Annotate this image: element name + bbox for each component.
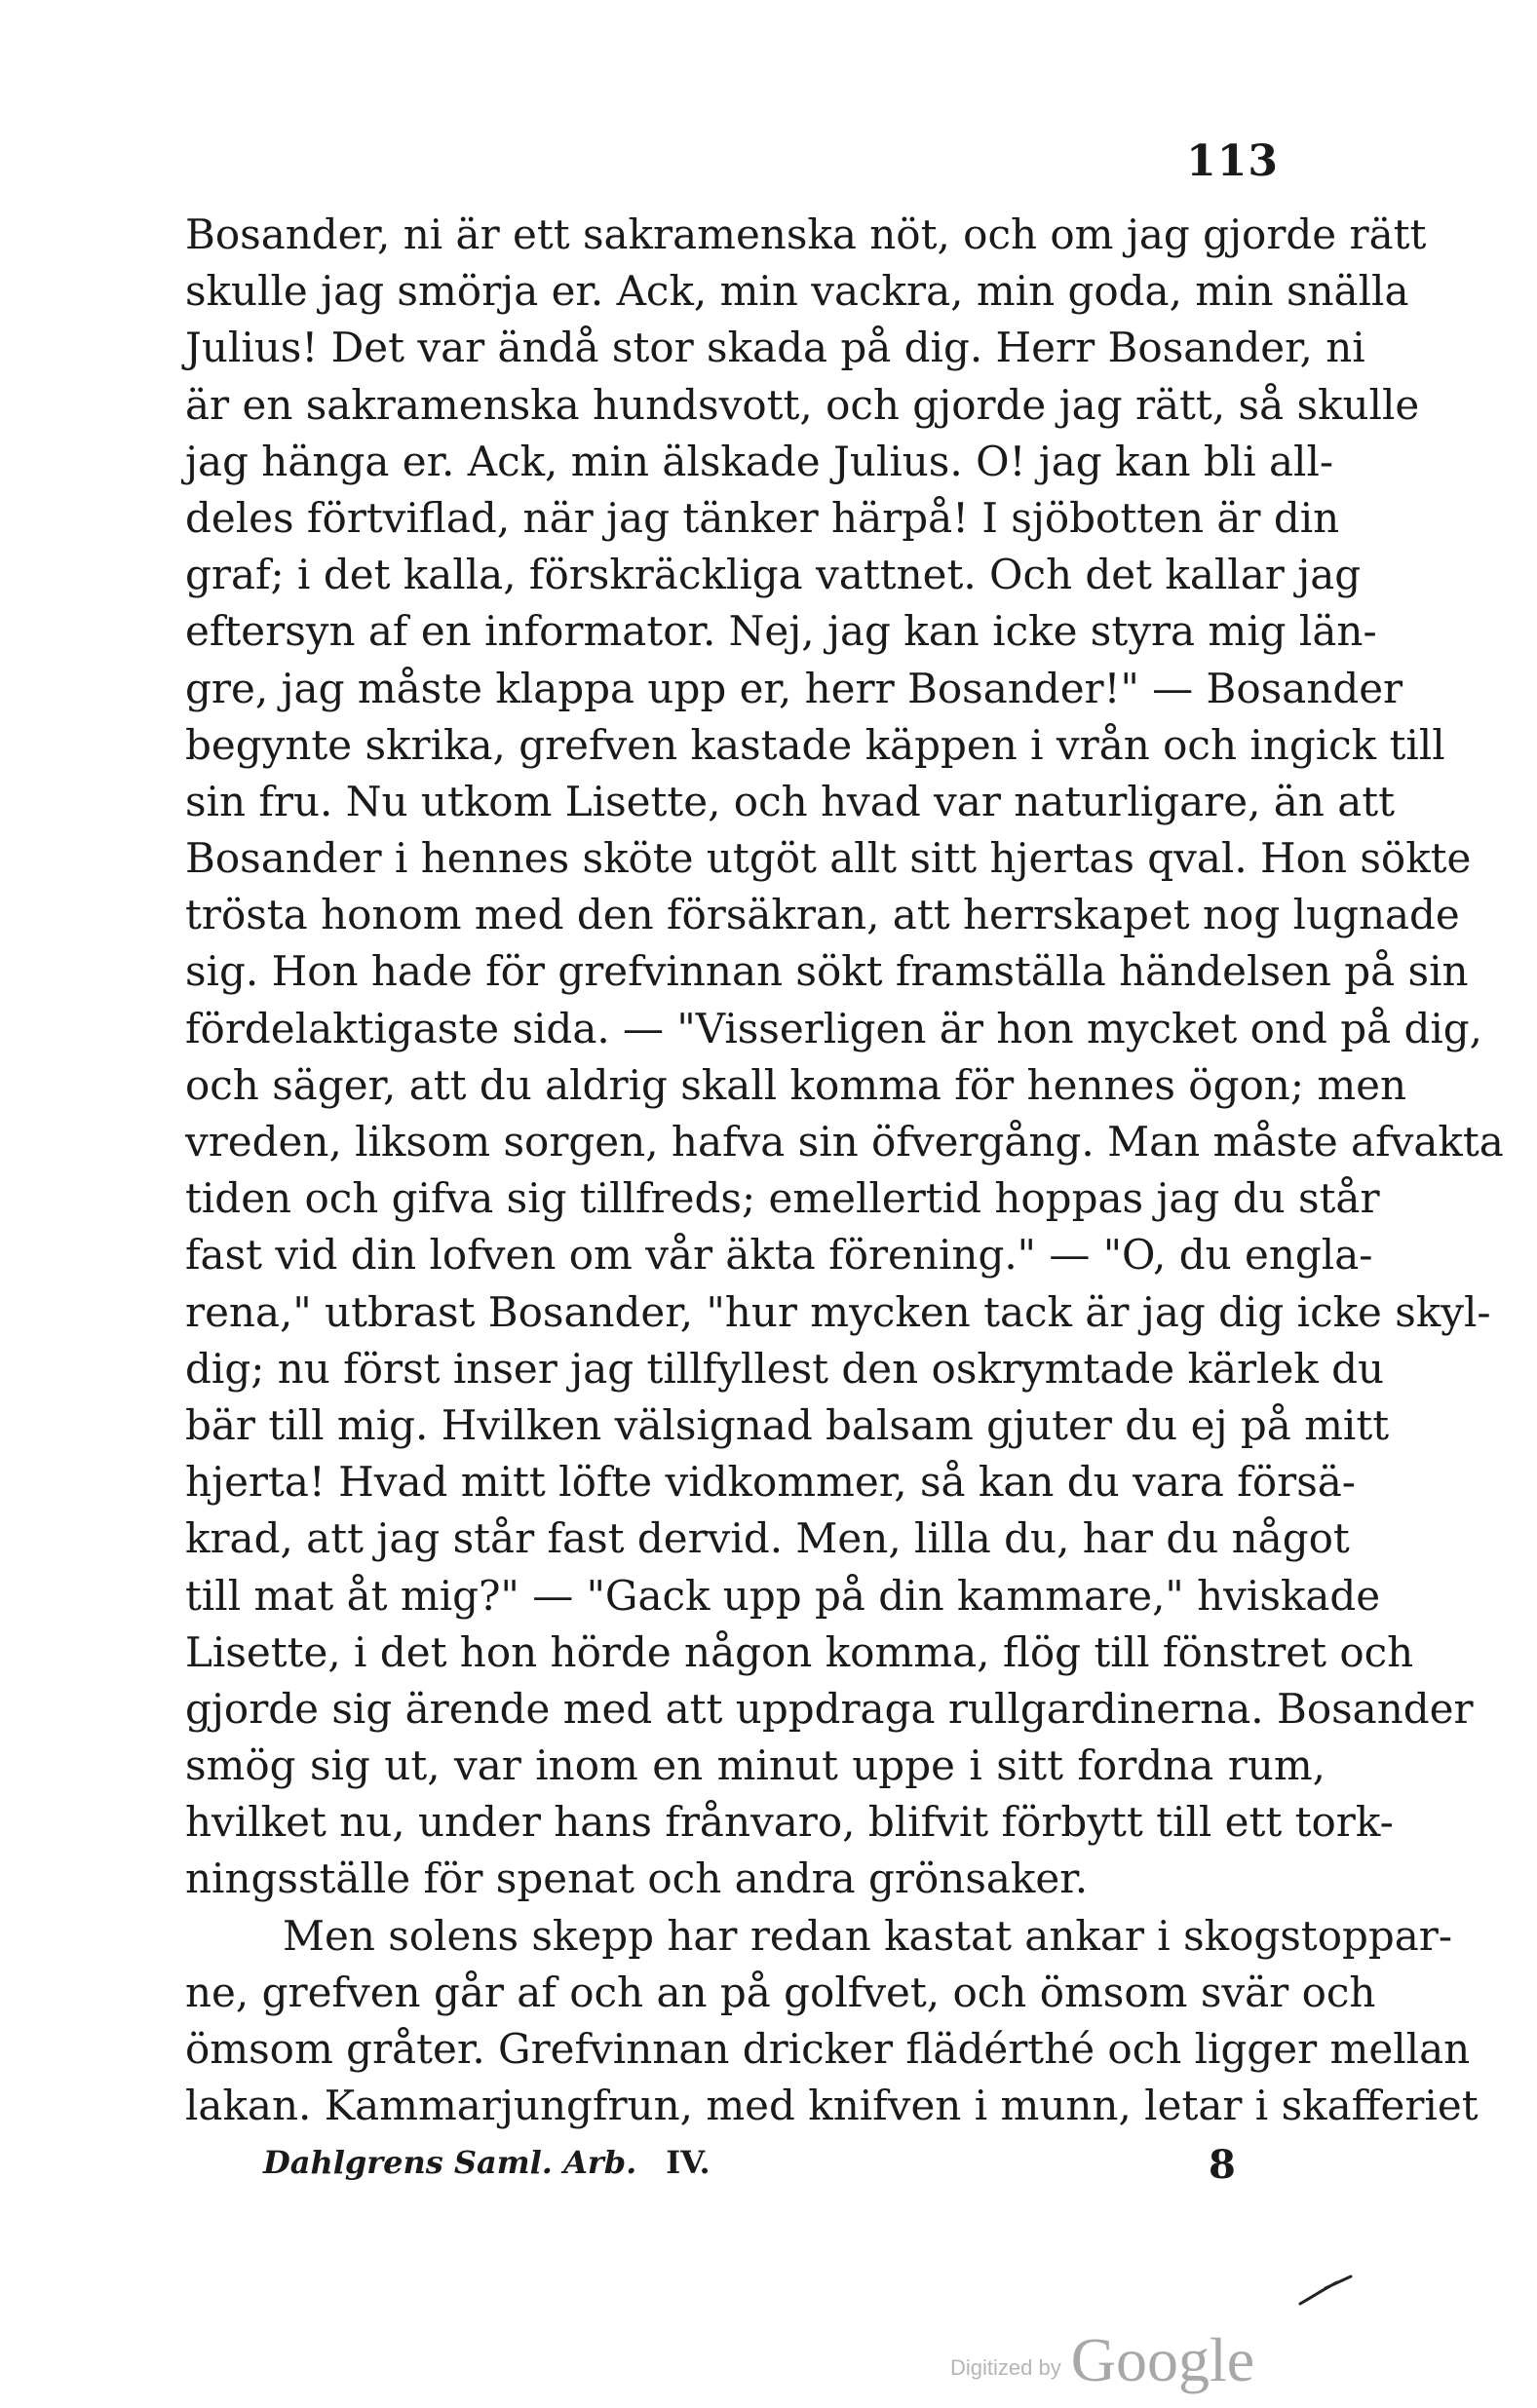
text-line: lakan. Kammarjungfrun, med knifven i munn, letar i skafferiet [185,2082,1479,2130]
text-line: ömsom gråter. Grefvinnan dricker flädérthé och ligger mellan [185,2025,1471,2073]
text-line: sig. Hon hade för grefvinnan sökt framställa händelsen på sin [185,947,1469,996]
text-line: Bosander, ni är ett sakramenska nöt, och om jag gjorde rätt [185,210,1427,258]
text-line: graf; i det kalla, förskräckliga vattnet. Och det kallar jag [185,551,1362,599]
text-line: sin fru. Nu utkom Lisette, och hvad var naturligare, än att [185,777,1396,825]
text-line: Lisette, i det hon hörde någon komma, flög till fönstret och [185,1627,1414,1676]
signature-mark [263,2144,711,2181]
text-line: Bosander i hennes sköte utgöt allt sitt hjertas qval. Hon sökte [185,834,1472,883]
text-line: deles förtviflad, när jag tänker härpå! I sjöbotten är din [185,493,1340,542]
ink-flourish-icon [1296,2271,1355,2310]
text-line: bär till mig. Hvilken välsignad balsam gjuter du ej på mitt [185,1400,1390,1449]
text-line: gre, jag måste klappa upp er, herr Bosander!" — Bosander [185,664,1403,712]
text-line: till mat åt mig?" — "Gack upp på din kammare," hviskade [185,1571,1381,1620]
text-line: smög sig ut, var inom en minut uppe i sitt fordna rum, [185,1741,1326,1790]
volume-number: IV. [666,2144,711,2181]
text-line: jag hänga er. Ack, min älskade Julius. O! jag kan bli all- [185,437,1334,485]
google-logo: Google [1070,2325,1255,2394]
text-line: Julius! Det var ändå stor skada på dig. Herr Bosander, ni [185,324,1365,372]
text-line: skulle jag smörja er. Ack, min vackra, min goda, min snälla [185,267,1409,316]
text-line: ne, grefven går af och an på golfvet, och ömsom svär och [185,1968,1376,2016]
text-line: vreden, liksom sorgen, hafva sin öfvergång. Man måste afvakta [185,1118,1504,1166]
text-line: gjorde sig ärende med att uppdraga rullgardinerna. Bosander [185,1684,1474,1733]
text-line: begynte skrika, grefven kastade käppen i vrån och ingick till [185,720,1445,769]
text-line: dig; nu först inser jag tillfyllest den oskrymtade kärlek du [185,1344,1385,1393]
text-line: fördelaktigaste sida. — "Visserligen är hon mycket ond på dig, [185,1004,1483,1052]
text-line: trösta honom med den försäkran, att herrskapet nog lugnade [185,891,1460,939]
digitized-prefix: Digitized by [950,2355,1061,2380]
text-line: tiden och gifva sig tillfreds; emellertid hoppas jag du står [185,1174,1380,1223]
text-line: är en sakramenska hundsvott, och gjorde jag rätt, så skulle [185,380,1420,429]
text-line: eftersyn af en informator. Nej, jag kan icke styra mig län- [185,607,1377,656]
text-line: och säger, att du aldrig skall komma för hennes ögon; men [185,1060,1407,1109]
text-line: rena," utbrast Bosander, "hur mycken tack är jag dig icke skyl- [185,1287,1491,1336]
sheet-number: 8 [1209,2142,1236,2188]
text-line: krad, att jag står fast dervid. Men, lilla du, har du något [185,1514,1350,1563]
text-line: hvilket nu, under hans frånvaro, blifvit förbytt till ett tork- [185,1798,1394,1847]
paragraph-end-line: ningsställe för spenat och andra grönsaker. [185,1854,1089,1903]
paragraph-start-line: Men solens skepp har redan kastat ankar i skogstoppar- [283,1911,1453,1960]
digitized-watermark [950,2324,1254,2396]
body-text [185,207,1504,2134]
text-line: hjerta! Hvad mitt löfte vidkommer, så kan du vara försä- [185,1458,1356,1507]
text-line: fast vid din lofven om vår äkta förening." — "O, du engla- [185,1231,1373,1280]
page-number: 113 [1186,136,1279,186]
signature-title: Dahlgrens Saml. Arb. [263,2144,637,2181]
